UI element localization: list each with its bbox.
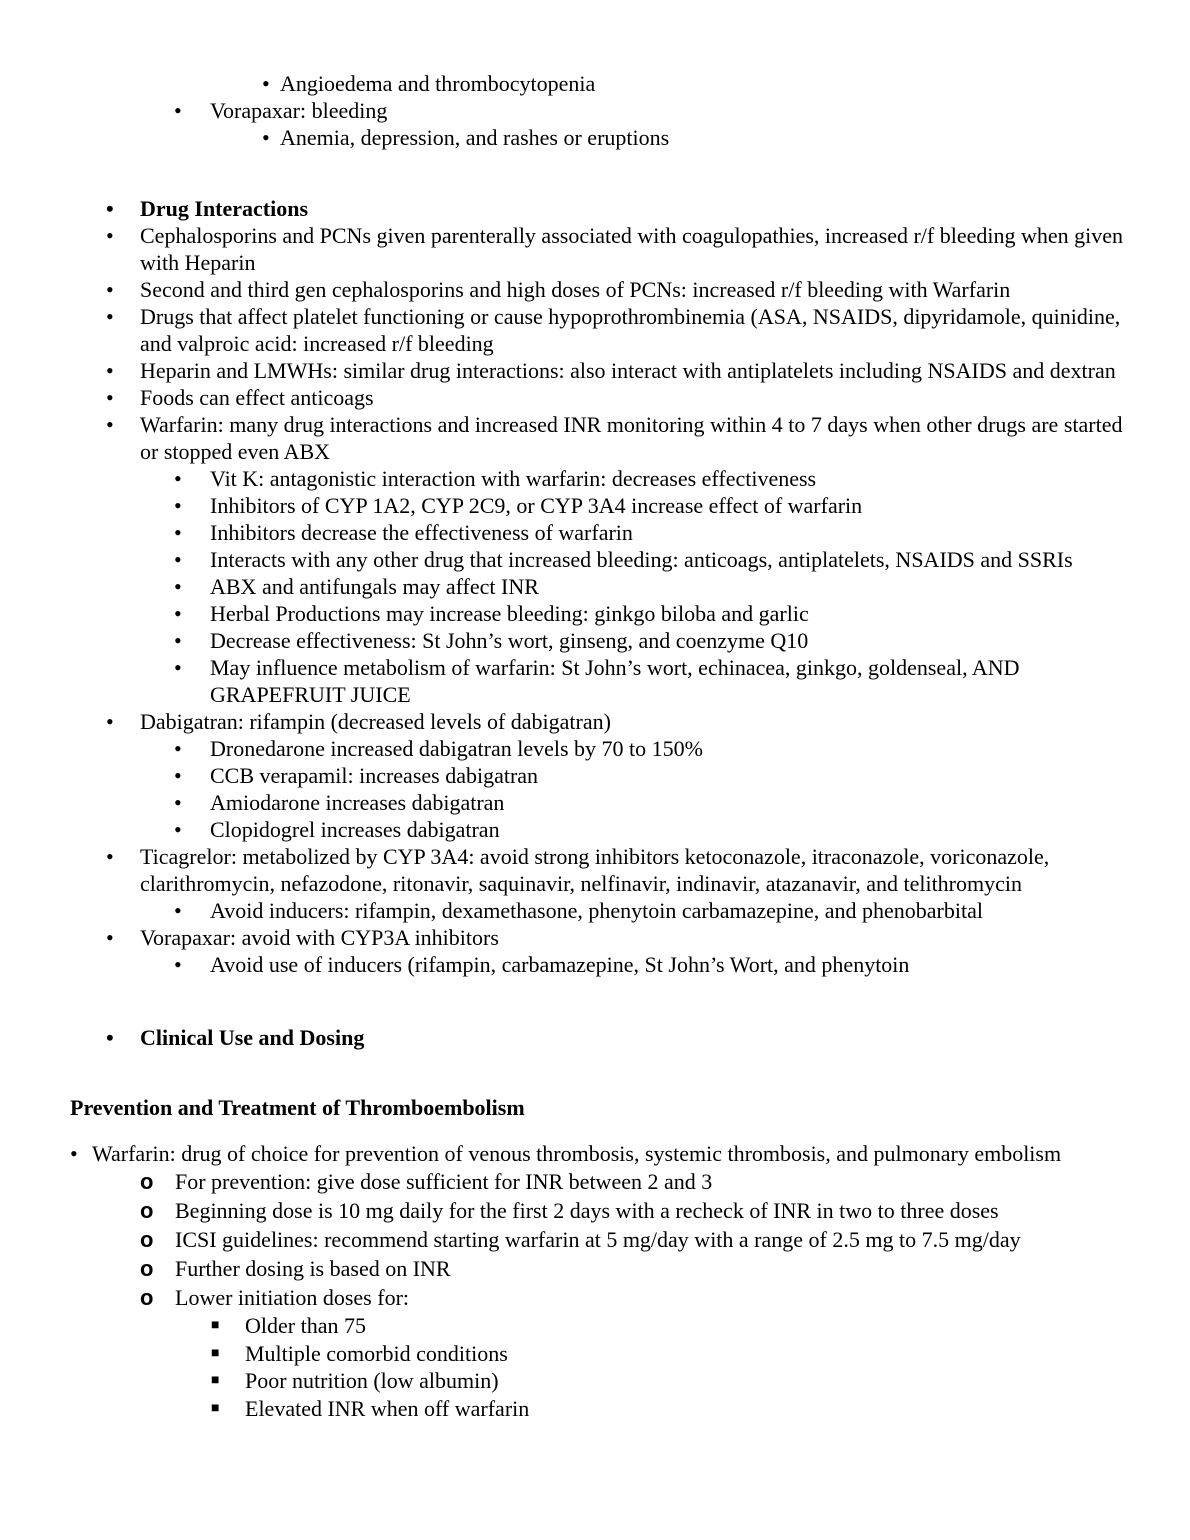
- bullet-icon: •: [106, 196, 114, 221]
- bullet-icon: •: [106, 277, 114, 302]
- list-item-text: ICSI guidelines: recommend starting warfarin at 5 mg/day with a range of 2.5 mg to 7.5 mg/day: [175, 1227, 1021, 1252]
- bullet-icon: •: [174, 574, 182, 599]
- bullet-icon: •: [174, 655, 182, 680]
- list-item-text: Avoid inducers: rifampin, dexamethasone, phenytoin carbamazepine, and phenobarbital: [210, 898, 983, 923]
- list-item: [0, 465, 1130, 492]
- list-item: [0, 573, 1130, 600]
- list-heading: [0, 195, 1130, 222]
- list-item: [0, 1340, 1190, 1368]
- list-item: [0, 843, 1130, 897]
- list-item-text: Elevated INR when off warfarin: [245, 1395, 530, 1421]
- list-item: [0, 492, 1130, 519]
- bullet-icon: •: [106, 304, 114, 329]
- list-item: [0, 762, 1130, 789]
- list-item: [0, 1395, 1190, 1423]
- list-item-text: Decrease effectiveness: St John’s wort, ginseng, and coenzyme Q10: [210, 628, 809, 653]
- list-item: [0, 519, 1130, 546]
- bullet-icon: •: [174, 790, 182, 815]
- bullet-icon: ■: [211, 1400, 220, 1416]
- list-item-text: Herbal Productions may increase bleeding: ginkgo biloba and garlic: [210, 601, 809, 626]
- bullet-icon: •: [106, 844, 114, 869]
- list-item-text: Anemia, depression, and rashes or eruptions: [280, 125, 670, 150]
- list-item: [0, 303, 1130, 357]
- list-item: [0, 600, 1130, 627]
- list-item: [0, 411, 1130, 465]
- list-item: [0, 1312, 1190, 1340]
- list-item-text: Clopidogrel increases dabigatran: [210, 817, 500, 842]
- list-item-text: Angioedema and thrombocytopenia: [280, 71, 596, 96]
- list-item: [0, 1254, 1190, 1283]
- bullet-icon: •: [106, 223, 114, 248]
- list-item-text: Older than 75: [245, 1313, 366, 1338]
- list-item-text: Ticagrelor: metabolized by CYP 3A4: avoid strong inhibitors ketoconazole, itraconazole, voriconazole, clarithromycin, nefazodone, ritonavir, saquinavir, nelfinavir, indinavir, atazanavir, and telithromycin: [140, 844, 1050, 896]
- list-item-text: Dabigatran: rifampin (decreased levels of dabigatran): [140, 709, 611, 734]
- bullet-icon: •: [174, 898, 182, 923]
- bullet-icon: ■: [211, 1318, 220, 1333]
- bullet-icon: o: [140, 1227, 154, 1252]
- bullet-icon: •: [106, 925, 114, 950]
- bullet-icon: •: [174, 98, 182, 123]
- list-item: [0, 708, 1130, 735]
- list-item: [0, 897, 1130, 924]
- bullet-icon: o: [140, 1169, 154, 1194]
- list-item: [0, 951, 1130, 978]
- spacer: [0, 1051, 1190, 1094]
- list-item-text: Heparin and LMWHs: similar drug interactions: also interact with antiplatelets including NSAIDS and dextran: [140, 358, 1116, 383]
- list-item-text: Lower initiation doses for:: [175, 1285, 410, 1310]
- list-item: [0, 70, 1130, 97]
- bullet-icon: •: [174, 601, 182, 626]
- list-item-text: Beginning dose is 10 mg daily for the first 2 days with a recheck of INR in two to three doses: [175, 1198, 999, 1223]
- list-item: [0, 1196, 1190, 1225]
- list-item: [0, 654, 1130, 708]
- list-item: [0, 1283, 1190, 1312]
- list-item-text: Inhibitors decrease the effectiveness of warfarin: [210, 520, 633, 545]
- list-item: [0, 384, 1130, 411]
- list-item: [0, 546, 1130, 573]
- list-item-text: Avoid use of inducers (rifampin, carbamazepine, St John’s Wort, and phenytoin: [210, 952, 910, 977]
- list-item-text: Vorapaxar: bleeding: [210, 98, 388, 123]
- bullet-icon: •: [106, 358, 114, 383]
- spacer: [0, 1121, 1190, 1140]
- bullet-icon: o: [140, 1285, 154, 1310]
- list-item-text: Foods can effect anticoags: [140, 385, 374, 410]
- list-item: [0, 124, 1130, 151]
- section-heading: Prevention and Treatment of Thromboembolism: [70, 1095, 525, 1120]
- list-item-text: Poor nutrition (low albumin): [245, 1368, 499, 1393]
- document-body: [0, 70, 1190, 1422]
- list-item-text: May influence metabolism of warfarin: St John’s wort, echinacea, ginkgo, goldenseal, AND GRAPEFRUIT JUICE: [210, 655, 1020, 707]
- bullet-icon: •: [174, 763, 182, 788]
- list-item: [0, 735, 1130, 762]
- bullet-icon: •: [174, 466, 182, 491]
- list-item: [0, 276, 1130, 303]
- list-item-text: Multiple comorbid conditions: [245, 1340, 508, 1366]
- list-item-text: Cephalosporins and PCNs given parenterally associated with coagulopathies, increased r/f bleeding when given with Heparin: [140, 223, 1124, 275]
- list-item-text: Dronedarone increased dabigatran levels by 70 to 150%: [210, 736, 703, 761]
- bullet-icon: ■: [211, 1345, 220, 1361]
- list-item: [0, 627, 1130, 654]
- bullet-icon: •: [174, 736, 182, 761]
- list-item-text: For prevention: give dose sufficient for INR between 2 and 3: [175, 1169, 713, 1194]
- list-item-text: Drugs that affect platelet functioning or cause hypoprothrombinemia (ASA, NSAIDS, dipyridamole, quinidine, and valproic acid: increased r/f bleeding: [140, 304, 1121, 356]
- list-item: [0, 924, 1130, 951]
- list-item-text: Vorapaxar: avoid with CYP3A inhibitors: [140, 925, 499, 950]
- list-item: [0, 1367, 1190, 1395]
- list-item-text: Vit K: antagonistic interaction with warfarin: decreases effectiveness: [210, 466, 817, 491]
- list-item: [0, 816, 1130, 843]
- list-item-text: Inhibitors of CYP 1A2, CYP 2C9, or CYP 3A4 increase effect of warfarin: [210, 493, 863, 518]
- list-heading: [0, 1024, 1130, 1051]
- list-item-text: Warfarin: many drug interactions and increased INR monitoring within 4 to 7 days when other drugs are started or stopped even ABX: [140, 412, 1123, 464]
- list-item: [0, 789, 1130, 816]
- list-item: [0, 222, 1130, 276]
- list-item: [0, 1140, 1152, 1167]
- list-item-text: Further dosing is based on INR: [175, 1256, 451, 1281]
- bullet-icon: •: [106, 1025, 114, 1050]
- bullet-icon: •: [106, 412, 114, 437]
- bullet-icon: ■: [211, 1373, 220, 1388]
- list-item: [0, 97, 1130, 124]
- spacer: [0, 978, 1190, 1024]
- bullet-icon: •: [174, 628, 182, 653]
- bullet-icon: o: [140, 1256, 154, 1281]
- bullet-icon: •: [106, 709, 114, 734]
- spacer: [0, 151, 1190, 195]
- list-item: [0, 1167, 1190, 1196]
- bullet-icon: •: [262, 125, 270, 150]
- list-item-text: Clinical Use and Dosing: [140, 1025, 365, 1050]
- bullet-icon: o: [140, 1198, 154, 1223]
- bullet-icon: •: [174, 520, 182, 545]
- bullet-icon: •: [174, 493, 182, 518]
- bullet-icon: •: [262, 71, 270, 96]
- list-item-text: Warfarin: drug of choice for prevention of venous thrombosis, systemic thrombosis, and pulmonary embolism: [92, 1141, 1062, 1166]
- bullet-icon: •: [70, 1141, 78, 1166]
- bullet-icon: •: [174, 817, 182, 842]
- list-item: [0, 1225, 1190, 1254]
- list-item-text: Amiodarone increases dabigatran: [210, 790, 505, 815]
- list-item-text: Drug Interactions: [140, 196, 309, 221]
- list-item-text: Second and third gen cephalosporins and high doses of PCNs: increased r/f bleeding with Warfarin: [140, 277, 1011, 302]
- list-item-text: ABX and antifungals may affect INR: [210, 574, 539, 599]
- list-item-text: CCB verapamil: increases dabigatran: [210, 763, 539, 788]
- list-item-text: Interacts with any other drug that increased bleeding: anticoags, antiplatelets, NSAIDS and SSRIs: [210, 547, 1073, 572]
- bullet-icon: •: [174, 547, 182, 572]
- list-item: [0, 357, 1130, 384]
- bullet-icon: •: [174, 952, 182, 977]
- bullet-icon: •: [106, 385, 114, 410]
